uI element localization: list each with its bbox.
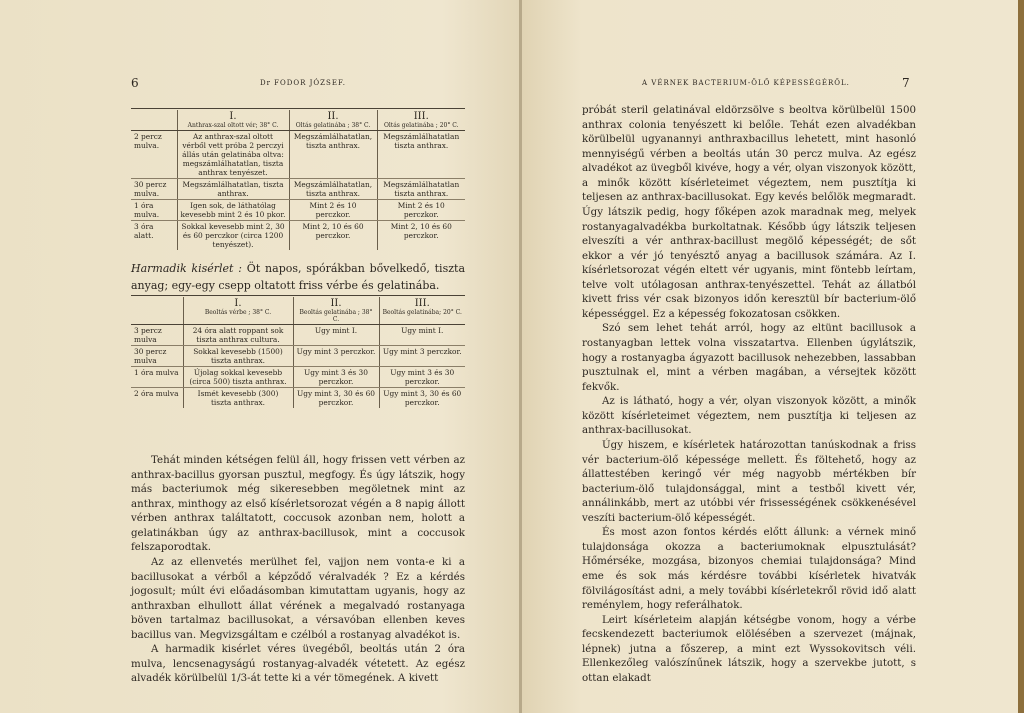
results-table-2	[131, 297, 465, 408]
table-cell: Ugy mint 3, 30 és 60 perczkor.	[383, 389, 462, 407]
table-header-cell: II. Oltás gelatinába ; 38° C.	[289, 110, 377, 131]
table-cell: Ugy mint 3 és 30 perczkor.	[379, 367, 465, 388]
paragraph: Az az ellenvetés merülhet fel, vajjon nem vonta-e ki a bacillusokat a vérből a képződő véralvadék ? Ez a kérdés jogosult; múlt évi előadásomban kimutattam ugyanis, hogy az anthraxban elhullott állat vérének a megalvadó rostanyaga böven tartalmaz bacillusokat, a vérsavóban ellenben keves bacillus van. Megvizsgáltam e czélból a rostanyag alvadékot is.	[131, 555, 465, 641]
table-cell: 3 percz mulva	[131, 325, 183, 346]
paragraph-text: A harmadik kisérlet véres üvegéből, beoltás után 2 óra mulva, lencsenagyságú rostanyag-alvadék vétetett. Az egész alvadék körülbelül	[131, 643, 465, 685]
third-experiment-heading	[131, 260, 465, 294]
table-row	[131, 179, 465, 200]
page-number: 7	[902, 76, 910, 90]
table-header-row	[131, 110, 465, 131]
table-cell: Ismét kevesebb (300) tiszta anthrax.	[183, 388, 293, 409]
table-cell: Újolag sokkal kevesebb (circa 500) tiszta anthrax.	[183, 367, 293, 388]
paragraph: Úgy hiszem, e kísérletek határozottan tanúskodnak a friss vér bacterium-ölő képessége mellett. És föltehető, hogy az állattestében keringő vér még nagyobb mértékben bír bacterium-ölő tulajdonsággal, mint a testből kivett vér, annálinkább, mert az utóbbi vér frissességének csökkenésével veszíti bacterium-ölő képességét.	[582, 438, 916, 524]
table-cell: 30 percz mulva.	[131, 179, 177, 200]
experiment-description: Öt napos, spórákban bővelkedő, tiszta anyag; egy-egy csepp oltatott friss vérbe és gelatinába.	[131, 262, 465, 292]
running-head: Dr FODOR JÓZSEF.	[260, 79, 346, 87]
table-cell: Az anthrax-szal oltott vérből vett próba 2 perczyi állás után gelatinába oltva: megszámlálhatatlan, tiszta anthrax tenyészet.	[177, 131, 289, 179]
table-cell: Ugy mint 3 perczkor.	[379, 346, 465, 367]
table-cell: Megszámlálhatatlan tiszta anthrax.	[377, 131, 465, 179]
table-row	[131, 367, 465, 388]
table-header-cell: I. Anthrax-szal oltott vér; 38° C.	[177, 110, 289, 131]
table-cell: 2 percz mulva.	[131, 131, 177, 179]
table-cell: Sokkal kevesebb (1500) tiszta anthrax.	[183, 346, 293, 367]
table-row	[131, 346, 465, 367]
paragraph: Leirt kísérleteim alapján kétségbe vonom, hogy a vérbe fecskendezett bacteriumok elölésében a szervezet (májnak, lépnek) jutna a főszerep, a mint ezt Wyssokovitsch véli. Ellenkezőleg valószínűnek látszik, hogy a szervekbe jutott, s ottan elakadt	[582, 613, 916, 684]
right-page	[522, 0, 1018, 713]
paragraph: Szó sem lehet tehát arról, hogy az eltünt bacillusok a rostanyagban lettek volna visszatartva. Ellenben úgylátszik, hogy a rostanyagba ágyazott bacillusok nehezebben, lassabban pusztulnak el, mint a vérben magában, a vérsejtek között fekvők.	[582, 322, 916, 393]
book-cover-edge	[1018, 0, 1024, 713]
table-header-row	[131, 297, 465, 325]
table-cell: Igen sok, de láthatólag kevesebb mint 2 és 10 pkor.	[177, 200, 289, 221]
page-number: 6	[131, 76, 139, 90]
paragraph: próbát steril gelatinával eldörzsölve s beoltva körülbelül 1500 anthrax colonia tenyészett ki belőle. Tehát ezen alvadékban körülbelül ugyanannyi anthraxbacillus lehetett, mint hasonló mennyiségű vérben a beoltás után 30 percz mulva. Az egész alvadékot az üvegből kivéve, hogy a vér, olyan viszonyok között, a minők között kísérleteimet végeztem, nem pusztítja ki teljesen az anthrax-bacillusokat. Egy kevés belőlök megmaradt. Úgy látszik pedig, hogy főképen azok maradnak meg, melyek rostanyagalvadékba burkoltatnak. Később úgy látszik teljesen elveszíti a vér anthrax-bacillust megölő képességét; de sőt ekkor a vér jó tenyésztő anyag a bacillusok számára. Az I. kísérletsorozat végén eltett vér ugyanis, mint föntebb leírtam, telve volt utólagosan anthrax-tenyészettel. Tehát az állatból kivett friss vér csak bizonyos időn keresztül bír bacterium-ölő képességgel. Ez a képesség fokozatosan csökken.	[582, 104, 916, 320]
table-header-cell: I. Beoltás vérbe ; 38° C.	[183, 297, 293, 325]
body-text	[582, 103, 916, 686]
table-row	[131, 131, 465, 179]
table-cell: Megszámlálhatatlan, tiszta anthrax.	[289, 131, 377, 179]
table-cell: Ugy mint I.	[379, 325, 465, 346]
table-header-cell: II. Beoltás gelatinába ; 38° C.	[293, 297, 379, 325]
table-header-cell	[131, 297, 183, 325]
table-top-rule	[131, 295, 465, 296]
body-text	[131, 453, 465, 686]
table-cell: Sokkal kevesebb mint 2, 30 és 60 perczkor (circa 1200 tenyészet).	[177, 221, 289, 251]
table-header-cell: III. Beoltás gelatinába; 20° C.	[379, 297, 465, 325]
table-cell: Ugy mint 3 perczkor.	[293, 346, 379, 367]
table-cell: Mint 2 és 10 perczkor.	[289, 200, 377, 221]
paragraph: Az is látható, hogy a vér, olyan viszonyok között, a minők között kísérleteimet végeztem, nem pusztítja ki teljesen az anthrax-bacillusokat.	[582, 395, 916, 437]
table-cell: Ugy mint 3, 30 és 60 perczkor.	[293, 388, 379, 409]
table-row	[131, 221, 465, 251]
running-head: A VÉRNEK BACTERIUM-ÖLŐ KÉPESSÉGÉRŐL.	[642, 79, 850, 87]
table-cell: Mint 2, 10 és 60 perczkor.	[390, 222, 452, 240]
table-cell: Megszámlálhatatlan, tiszta anthrax.	[289, 179, 377, 200]
paragraph: És most azon fontos kérdés előtt állunk: a vérnek minő tulajdonsága okozza a bacteriumoknak elpusztulását? Hőmérséke, mozgása, bizonyos chemiai tulajdonsága? Mind eme és sok más kérdésre további kísérletek hivatvák fölvilágosítást adni, a mely további kísérletekről rövid idő alatt reménylem, hogy referálhatok.	[582, 526, 916, 612]
table-cell: 2 óra mulva	[131, 388, 183, 409]
table-row	[131, 388, 465, 409]
table-cell: 24 óra alatt roppant sok tiszta anthrax cultura.	[183, 325, 293, 346]
table-cell: Ugy mint 3 és 30 perczkor.	[293, 367, 379, 388]
table-header-cell: III. Oltás gelatinába ; 20° C.	[377, 110, 465, 131]
paragraph	[131, 642, 465, 686]
table-cell: 30 percz mulva	[131, 346, 183, 367]
table-header-cell	[131, 110, 177, 131]
table-cell: Mint 2 és 10 perczkor.	[377, 200, 465, 221]
results-table-1	[131, 110, 465, 250]
paragraph: Tehát minden kétségen felül áll, hogy frissen vett vérben az anthrax-bacillus gyorsan pusztul, megfogy. És úgy látszik, hogy más bacteriumok még sikeresebben megöletnek mint az anthrax, minthogy az első kísérletsorozat végén a 8 napig állott vérben anthrax találtatott, coccusok azonban nem, holott a gelatinákban úgy az anthrax-bacillusok, mint a coccusok felszaporodtak.	[131, 454, 465, 554]
table-cell: 3 óra alatt.	[131, 221, 177, 251]
table-cell: Mint 2, 10 és 60 perczkor.	[289, 221, 377, 251]
paragraph-text: -át tette ki a vér tömegének. A kivett	[247, 672, 439, 685]
table-cell: Ugy mint I.	[293, 325, 379, 346]
table-cell: 1 óra mulva.	[131, 200, 177, 221]
table-cell: Megszámlálhatatlan, tiszta anthrax.	[177, 179, 289, 200]
table-cell: 1 óra mulva	[131, 367, 183, 388]
experiment-title: Harmadik kisérlet :	[131, 262, 242, 275]
table-cell: Megszámlálhatatlan tiszta anthrax.	[377, 179, 465, 200]
fraction: 1/3	[230, 672, 248, 685]
table-row	[131, 325, 465, 346]
table-top-rule	[131, 108, 465, 109]
table-row	[131, 200, 465, 221]
